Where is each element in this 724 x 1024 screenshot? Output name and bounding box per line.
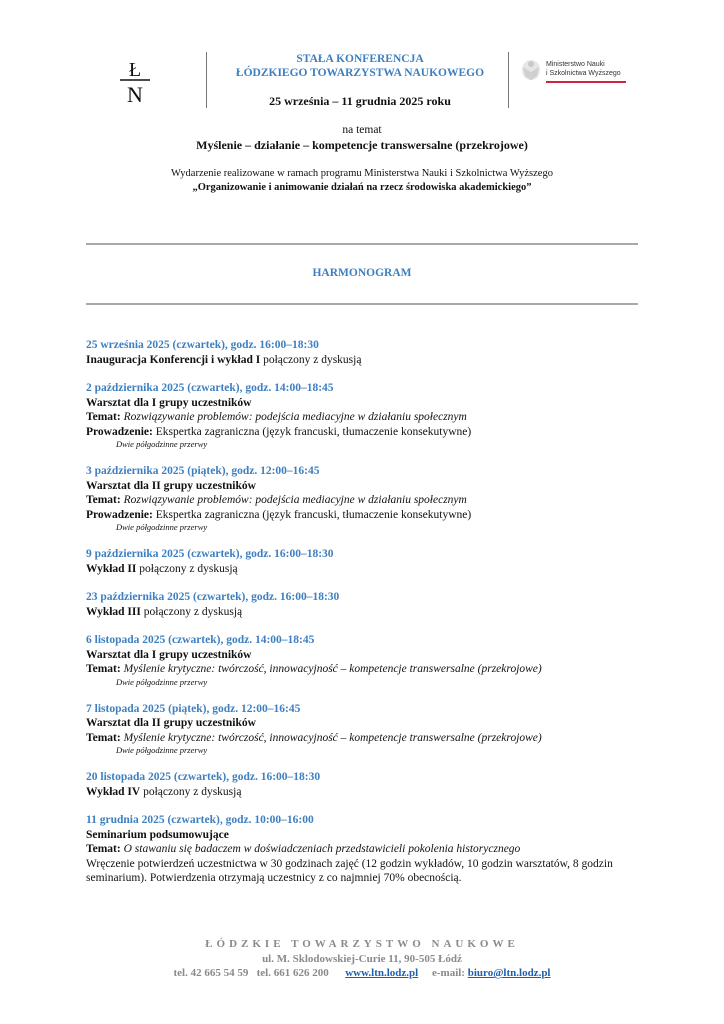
- entry-date: 3 października 2025 (piątek), godz. 12:00–16:45: [86, 465, 320, 477]
- ltn-logo: [118, 58, 152, 104]
- host-text: Ekspertka zagraniczna (język francuski, tłumaczenie konsekutywne): [155, 508, 472, 521]
- entry-note: Dwie półgodzinne przerwy: [116, 439, 208, 449]
- topic-label: Temat:: [86, 731, 121, 744]
- schedule-entry: [86, 813, 646, 886]
- footer-contact: [0, 967, 724, 979]
- topic-text: Rozwiązywanie problemów: podejścia mediacyjne w działaniu społecznym: [123, 494, 467, 506]
- entry-title: [86, 353, 646, 368]
- header-divider-left: [206, 52, 207, 108]
- entry-topic: [86, 493, 646, 508]
- section-title: HARMONOGRAM: [312, 267, 412, 279]
- on-topic-label: na temat: [342, 124, 382, 136]
- entry-date: 23 października 2025 (czwartek), godz. 16:00–18:30: [86, 591, 340, 603]
- topic-label: Temat:: [86, 411, 121, 423]
- entry-topic: [86, 410, 646, 425]
- entry-title: [86, 828, 646, 843]
- entry-title-bold: Warsztat dla I grupy uczestników: [86, 396, 252, 409]
- ministry-red-bar: [546, 81, 626, 83]
- ministry-logo: [520, 58, 630, 87]
- footer-org: ŁÓDZKIE TOWARZYSTWO NAUKOWE: [205, 938, 519, 950]
- entry-title-bold: Warsztat dla I grupy uczestników: [86, 648, 252, 661]
- schedule-entry: [86, 338, 646, 367]
- footer-address: ul. M. Sklodowskiej-Curie 11, 90-505 Łódź: [262, 953, 462, 965]
- host-label: Prowadzenie:: [86, 508, 153, 521]
- svg-text:N: N: [127, 82, 143, 104]
- entry-date: 6 listopada 2025 (czwartek), godz. 14:00–18:45: [86, 634, 315, 646]
- entry-title: [86, 562, 646, 577]
- entry-date: 9 października 2025 (czwartek), godz. 16:00–18:30: [86, 548, 334, 560]
- entry-date: 25 września 2025 (czwartek), godz. 16:00–18:30: [86, 339, 319, 351]
- schedule-list: [86, 338, 646, 900]
- schedule-entry: [86, 464, 646, 533]
- entry-note: Dwie półgodzinne przerwy: [116, 522, 208, 532]
- email-link[interactable]: biuro@ltn.lodz.pl: [467, 967, 551, 979]
- entry-title-rest: połączony z dyskusją: [260, 353, 362, 366]
- entry-date: 11 grudnia 2025 (czwartek), godz. 10:00–16:00: [86, 814, 314, 826]
- topic-text: Rozwiązywanie problemów: podejścia mediacyjne w działaniu społecznym: [123, 411, 467, 423]
- entry-note: Dwie półgodzinne przerwy: [116, 676, 208, 687]
- schedule-entry: [86, 590, 646, 619]
- entry-note: Dwie półgodzinne przerwy: [116, 745, 208, 755]
- entry-title-bold: Warsztat dla II grupy uczestników: [86, 717, 256, 729]
- topic-label: Temat:: [86, 494, 121, 506]
- topic-text: Myślenie krytyczne: twórczość, innowacyjność – kompetencje transwersalne (przekrojowe): [123, 731, 542, 744]
- topic-label: Temat:: [86, 663, 121, 675]
- entry-title-bold: Wykład IV: [86, 785, 141, 798]
- entry-date: 7 listopada 2025 (piątek), godz. 12:00–16:45: [86, 702, 301, 715]
- svg-text:Ł: Ł: [128, 59, 142, 81]
- entry-title: [86, 396, 646, 411]
- entry-title-bold: Wykład III: [86, 605, 141, 618]
- entry-title-rest: połączony z dyskusją: [140, 605, 243, 618]
- conference-dates: 25 września – 11 grudnia 2025 roku: [269, 94, 451, 108]
- entry-topic: [86, 662, 646, 677]
- entry-title: [86, 785, 646, 800]
- entry-title-bold: Inauguracja Konferencji i wykład I: [86, 353, 261, 366]
- topic-text: Myślenie krytyczne: twórczość, innowacyjność – kompetencje transwersalne (przekrojowe): [123, 663, 542, 675]
- topic-text: O stawaniu się badaczem w doświadczeniach przedstawicieli pokolenia historycznego: [123, 843, 521, 855]
- host-label: Prowadzenie:: [86, 425, 153, 438]
- schedule-entry: [86, 702, 646, 757]
- entry-title-rest: połączony z dyskusją: [136, 562, 238, 575]
- entry-title-bold: Seminarium podsumowujące: [86, 828, 229, 841]
- schedule-entry: [86, 633, 646, 688]
- website-link[interactable]: www.ltn.lodz.pl: [345, 967, 419, 979]
- program-intro: Wydarzenie realizowane w ramach programu Ministerstwa Nauki i Szkolnictwa Wyższego: [171, 168, 553, 179]
- conference-title: [210, 52, 510, 80]
- entry-title: [86, 479, 646, 494]
- entry-topic: [86, 731, 646, 746]
- conference-title-line1: STAŁA KONFERENCJA: [296, 53, 424, 65]
- entry-extra: Wręczenie potwierdzeń uczestnictwa w 30 godzinach zajęć (12 godzin wykładów, 10 godzin warsztatów, 8 godzin seminarium). Potwierdzenia otrzymają uczestnicy z co najmniej 70% obecnością.: [86, 857, 613, 884]
- ministry-name-line2: i Szkolnictwa Wyższego: [546, 70, 621, 77]
- topic-label: Temat:: [86, 843, 121, 855]
- entry-title: [86, 605, 646, 620]
- entry-date: 20 listopada 2025 (czwartek), godz. 16:00–18:30: [86, 771, 321, 783]
- conference-topic: Myślenie – działanie – kompetencje transwersalne (przekrojowe): [196, 138, 528, 152]
- entry-title: [86, 648, 646, 663]
- host-text: Ekspertka zagraniczna (język francuski, tłumaczenie konsekutywne): [155, 425, 472, 438]
- program-name: „Organizowanie i animowanie działań na rzecz środowiska akademickiego”: [192, 182, 532, 193]
- conference-title-line2: ŁÓDZKIEGO TOWARZYSTWA NAUKOWEGO: [235, 67, 485, 79]
- schedule-entry: [86, 547, 646, 576]
- entry-title-rest: połączony z dyskusją: [140, 785, 242, 798]
- entry-title: [86, 716, 646, 731]
- ministry-name-line1: Ministerstwo Nauki: [546, 61, 605, 68]
- entry-host: [86, 508, 646, 523]
- schedule-entry: [86, 381, 646, 450]
- entry-title-bold: Warsztat dla II grupy uczestników: [86, 479, 256, 492]
- schedule-entry: [86, 770, 646, 799]
- email-label: e-mail:: [431, 967, 465, 979]
- footer-phones: tel. 42 665 54 59 tel. 661 626 200: [173, 967, 329, 979]
- divider-bottom: [86, 303, 638, 305]
- entry-date: 2 października 2025 (czwartek), godz. 14:00–18:45: [86, 382, 334, 394]
- entry-host: [86, 425, 646, 440]
- entry-title-bold: Wykład II: [86, 562, 137, 575]
- entry-topic: [86, 842, 646, 857]
- eagle-emblem-icon: [520, 58, 542, 82]
- divider-top: [86, 243, 638, 245]
